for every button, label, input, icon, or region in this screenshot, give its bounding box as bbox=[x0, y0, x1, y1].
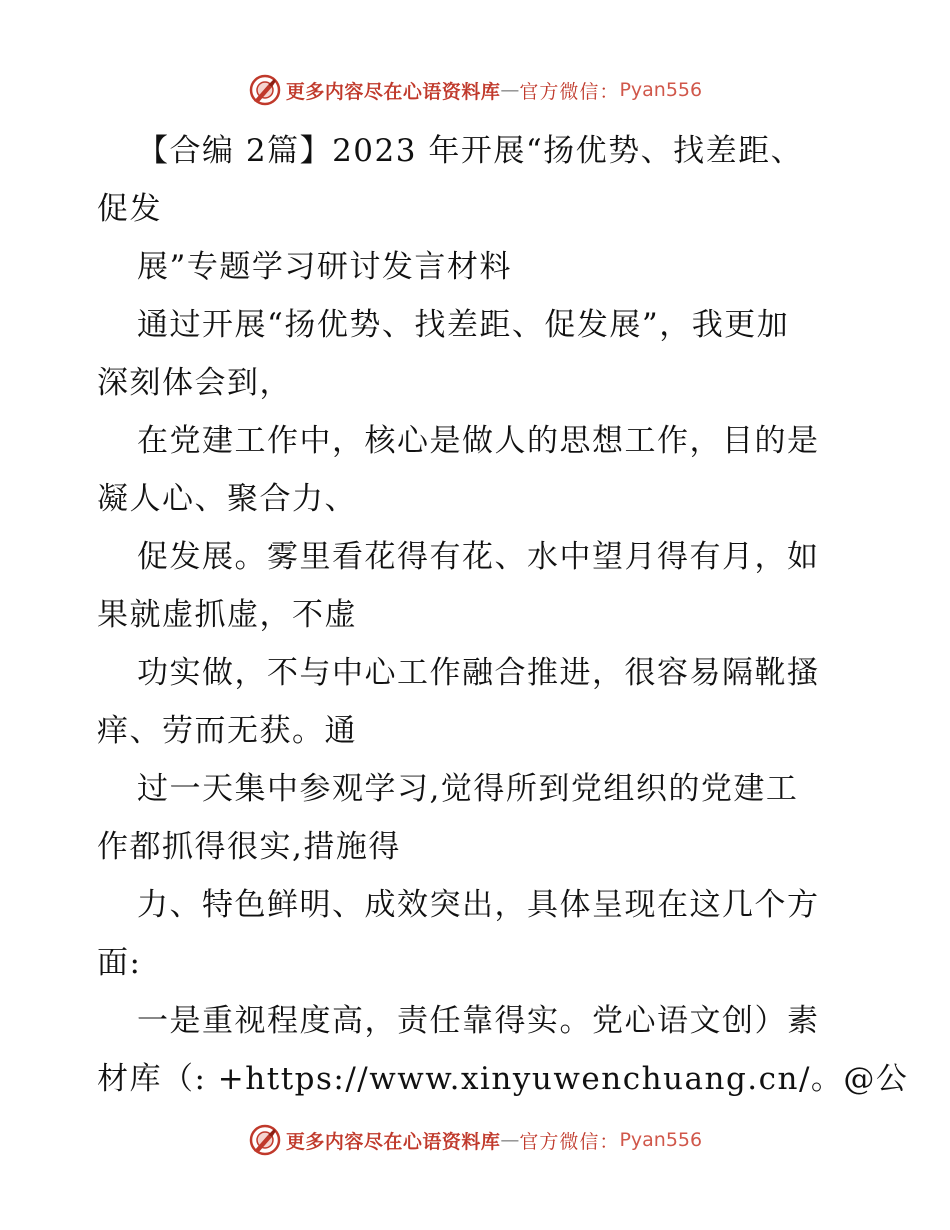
doc-paragraph-line: 在党建工作中，核心是做人的思想工作，目的是 bbox=[137, 423, 820, 459]
doc-title-line: 展”专题学习研讨发言材料 bbox=[137, 249, 512, 285]
watermark-text: 更多内容尽在心语资料库 bbox=[285, 80, 501, 103]
doc-paragraph-line: 功实做，不与中心工作融合推进，很容易隔靴搔 bbox=[137, 655, 820, 691]
document-body bbox=[97, 122, 909, 1108]
doc-paragraph-line: 痒、劳而无获。通 bbox=[97, 713, 357, 749]
doc-paragraph-line: 面: bbox=[97, 945, 142, 981]
doc-paragraph-line: 促发展。雾里看花得有花、水中望月得有月，如 bbox=[137, 539, 820, 575]
watermark-banner-top bbox=[0, 70, 950, 110]
pen-seal-icon bbox=[248, 1123, 282, 1157]
watermark-label: 官方微信： bbox=[519, 80, 620, 103]
watermark-text: 更多内容尽在心语资料库 bbox=[285, 1130, 501, 1153]
watermark-separator: — bbox=[500, 79, 520, 101]
watermark-wechat-id: Pyan556 bbox=[619, 1129, 703, 1151]
pen-seal-icon bbox=[248, 73, 282, 107]
doc-paragraph-line: 通过开展“扬优势、找差距、促发展”，我更加 bbox=[137, 307, 790, 343]
doc-paragraph-line: 果就虚抓虚，不虚 bbox=[97, 597, 357, 633]
doc-title-line: 促发 bbox=[97, 191, 162, 227]
doc-paragraph-line: 材库（: +https://www.xinyuwenchuang.cn/。@公 bbox=[97, 1061, 909, 1097]
doc-paragraph-line: 作都抓得很实,措施得 bbox=[97, 829, 401, 865]
watermark-banner-bottom bbox=[0, 1120, 950, 1160]
doc-paragraph-line: 一是重视程度高，责任靠得实。党心语文创）素 bbox=[137, 1003, 820, 1039]
doc-paragraph-line: 过一天集中参观学习,觉得所到党组织的党建工 bbox=[137, 771, 799, 807]
doc-paragraph-line: 凝人心、聚合力、 bbox=[97, 481, 357, 517]
watermark-wechat-id: Pyan556 bbox=[619, 79, 703, 101]
doc-title-line: 【合编 2篇】2023 年开展“扬优势、找差距、 bbox=[137, 133, 804, 169]
watermark-label: 官方微信： bbox=[519, 1130, 620, 1153]
doc-paragraph-line: 深刻体会到， bbox=[97, 365, 292, 401]
doc-paragraph-line: 力、特色鲜明、成效突出，具体呈现在这几个方 bbox=[137, 887, 820, 923]
watermark-separator: — bbox=[500, 1129, 520, 1151]
